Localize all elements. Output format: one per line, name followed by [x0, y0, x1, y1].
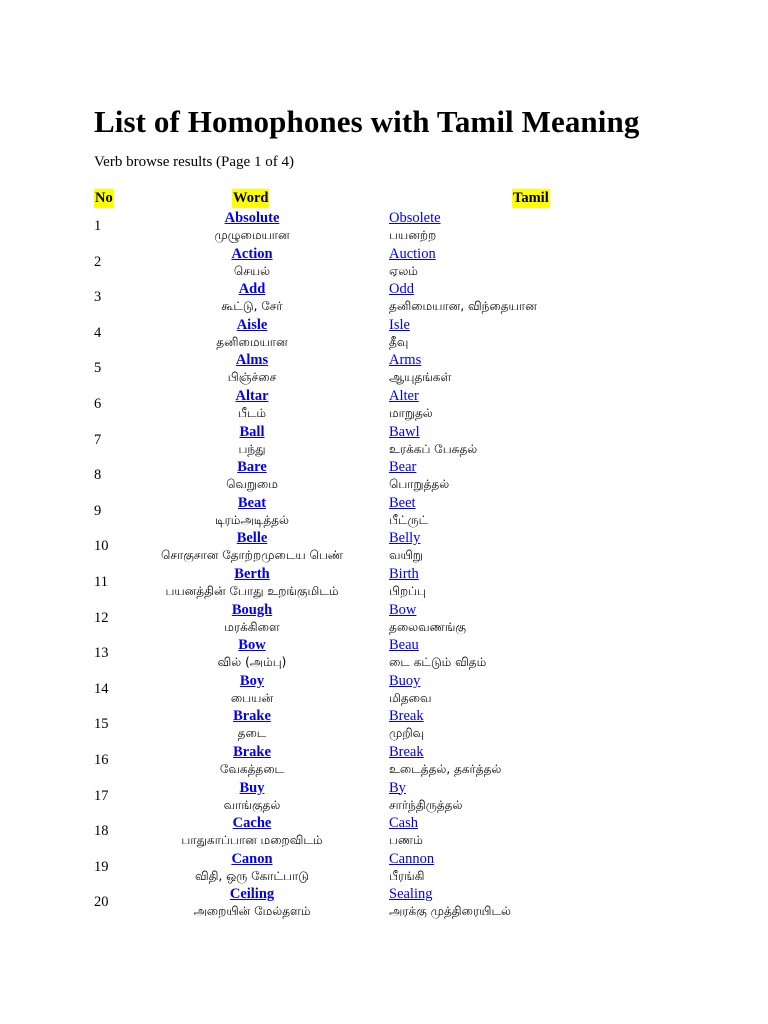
table-row [0, 779, 768, 815]
word-tamil-meaning: முழுமையான [214, 228, 290, 242]
word-link[interactable]: Absolute [224, 210, 280, 226]
homophone-link[interactable]: Break [389, 743, 424, 760]
homophone-cell [389, 707, 689, 742]
homophone-tamil-meaning: ஏலம் [389, 263, 418, 278]
homophone-cell [389, 458, 689, 493]
table-row [0, 245, 768, 281]
word-link[interactable]: Boy [239, 672, 265, 689]
homophone-cell [389, 565, 689, 600]
homophone-link[interactable]: Cannon [389, 850, 435, 867]
row-number: 18 [94, 823, 109, 840]
row-number: 8 [94, 467, 102, 484]
row-number: 3 [94, 289, 102, 306]
word-tamil-meaning: டிரம்அடித்தல் [215, 512, 289, 527]
homophone-link[interactable]: By [389, 779, 406, 796]
word-tamil-meaning: அறையின் மேல்தளம் [193, 904, 311, 919]
word-cell [140, 779, 364, 814]
word-tamil-meaning: செயல் [233, 263, 271, 278]
homophone-link[interactable]: Obsolete [389, 210, 441, 226]
homophone-tamil-meaning: டை கட்டும் விதம் [389, 655, 487, 670]
homophone-cell [389, 387, 689, 422]
browse-results-subtitle: Verb browse results (Page 1 of 4) [94, 154, 294, 170]
word-link[interactable]: Ball [239, 423, 265, 440]
homophone-tamil-meaning: வயிறு [389, 548, 423, 563]
word-cell [140, 850, 364, 885]
row-number: 19 [94, 858, 109, 875]
table-row [0, 529, 768, 565]
word-cell [140, 565, 364, 600]
word-cell [140, 814, 364, 849]
word-cell [140, 458, 364, 493]
word-tamil-meaning: பையன் [230, 690, 274, 705]
word-cell [140, 707, 364, 742]
word-cell [140, 885, 364, 920]
word-link[interactable]: Add [238, 281, 266, 298]
table-row [0, 565, 768, 601]
homophone-tamil-meaning: தீவு [389, 334, 409, 349]
word-cell [140, 280, 364, 315]
table-row [0, 601, 768, 637]
word-link[interactable]: Bough [231, 601, 273, 618]
word-cell [140, 387, 364, 422]
word-link[interactable]: Altar [235, 387, 269, 404]
row-number: 4 [94, 324, 102, 341]
homophone-cell [389, 885, 689, 920]
word-cell [140, 423, 364, 458]
word-cell [140, 601, 364, 636]
homophone-link[interactable]: Break [389, 708, 424, 725]
table-row [0, 707, 768, 743]
homophone-tamil-meaning: பீட்ருட் [389, 512, 429, 527]
word-link[interactable]: Beat [237, 494, 267, 511]
row-number: 12 [94, 609, 109, 626]
row-number: 7 [94, 431, 102, 448]
word-tamil-meaning: வாங்குதல் [223, 797, 281, 812]
homophone-tamil-meaning: மாறுதல் [389, 405, 433, 420]
word-link[interactable]: Belle [236, 530, 268, 547]
homophone-cell [389, 494, 689, 529]
homophone-link[interactable]: Beet [389, 494, 416, 511]
homophone-link[interactable]: Belly [389, 530, 421, 547]
table-row [0, 351, 768, 387]
homophone-link[interactable]: Bear [389, 459, 417, 476]
word-tamil-meaning: பிஞ்ச்சை [227, 370, 277, 385]
table-row [0, 494, 768, 530]
word-tamil-meaning: வில் (அம்பு) [217, 655, 287, 670]
row-number: 15 [94, 716, 109, 733]
page-title: List of Homophones with Tamil Meaning [94, 104, 640, 139]
word-tamil-meaning: விதி, ஒரு கோட்பாடு [194, 868, 310, 883]
homophone-cell [389, 743, 689, 778]
row-number: 20 [94, 894, 109, 911]
row-number: 11 [94, 573, 108, 590]
homophone-link[interactable]: Beau [389, 637, 419, 654]
homophone-cell [389, 636, 689, 671]
homophone-tamil-meaning: முறிவு [389, 726, 425, 741]
homophone-link[interactable]: Arms [389, 352, 422, 369]
row-number: 1 [94, 218, 102, 234]
word-cell [140, 672, 364, 707]
column-header-no: No [95, 190, 113, 206]
row-number: 13 [94, 645, 109, 662]
row-number: 2 [94, 253, 102, 270]
word-tamil-meaning: வெறுமை [226, 477, 278, 492]
homophone-cell [389, 601, 689, 636]
word-link[interactable]: Berth [234, 565, 270, 582]
word-link[interactable]: Action [231, 245, 273, 262]
word-tamil-meaning: தடை [237, 726, 267, 741]
word-cell [140, 351, 364, 386]
row-number: 17 [94, 787, 109, 804]
word-tamil-meaning: சொகுசான தோற்றமுடைய பெண் [160, 548, 344, 563]
word-link[interactable]: Aisle [236, 316, 268, 333]
homophone-cell [389, 351, 689, 386]
column-header-tamil: Tamil [513, 190, 549, 206]
word-link[interactable]: Buy [239, 779, 265, 796]
word-cell [140, 494, 364, 529]
homophone-cell [389, 423, 689, 458]
homophone-link[interactable]: Buoy [389, 672, 421, 689]
homophone-tamil-meaning: சார்ந்திருத்தல் [389, 797, 463, 812]
word-link[interactable]: Alms [235, 352, 269, 369]
table-row [0, 814, 768, 850]
word-cell [140, 743, 364, 778]
table-row [0, 209, 768, 245]
word-link[interactable]: Brake [233, 708, 271, 725]
homophone-tamil-meaning: ஆயுதங்கள் [389, 370, 452, 385]
table-row [0, 458, 768, 494]
homophone-link[interactable]: Sealing [389, 886, 433, 903]
word-link[interactable]: Ceiling [229, 886, 275, 903]
word-cell [140, 529, 364, 564]
homophone-cell [389, 529, 689, 564]
word-tamil-meaning: வேகத்தடை [219, 761, 285, 776]
homophone-tamil-meaning: அரக்கு முத்திரையிடல் [389, 904, 511, 919]
row-number: 6 [94, 395, 102, 412]
homophone-cell [389, 245, 689, 280]
row-number: 9 [94, 502, 102, 519]
homophone-tamil-meaning: பீரங்கி [389, 868, 425, 883]
word-tamil-meaning: பந்து [238, 441, 266, 456]
word-link[interactable]: Cache [232, 815, 272, 832]
row-number: 16 [94, 751, 109, 768]
homophone-tamil-meaning: பயனற்ற [389, 228, 437, 242]
homophone-link[interactable]: Bawl [389, 423, 420, 440]
word-tamil-meaning: பாதுகாப்பான மறைவிடம் [181, 833, 323, 848]
homophone-cell [389, 316, 689, 351]
row-number: 14 [94, 680, 109, 697]
homophone-link[interactable]: Isle [389, 316, 410, 333]
homophone-cell [389, 850, 689, 885]
word-link[interactable]: Brake [233, 743, 271, 760]
homophone-tamil-meaning: பிறப்பு [389, 583, 426, 598]
homophone-cell [389, 672, 689, 707]
homophone-link[interactable]: Cash [389, 815, 418, 832]
table-row [0, 423, 768, 459]
word-tamil-meaning: தனிமையான [216, 334, 288, 349]
word-cell [140, 316, 364, 351]
word-tamil-meaning: பீடம் [237, 405, 267, 420]
homophone-link[interactable]: Auction [389, 245, 436, 262]
column-header-word: Word [233, 190, 269, 206]
homophone-link[interactable]: Alter [389, 387, 419, 404]
word-link[interactable]: Bare [237, 459, 267, 476]
homophone-table [0, 209, 768, 921]
homophone-link[interactable]: Birth [389, 565, 419, 582]
table-row [0, 636, 768, 672]
row-number: 5 [94, 360, 102, 377]
word-tamil-meaning: மரக்கிளை [224, 619, 280, 634]
homophone-cell [389, 209, 689, 244]
homophone-tamil-meaning: தனிமையான, விந்தையான [389, 299, 537, 314]
word-cell [140, 209, 364, 244]
homophone-cell [389, 814, 689, 849]
word-cell [140, 245, 364, 280]
homophone-link[interactable]: Bow [389, 601, 417, 618]
table-row [0, 280, 768, 316]
table-row [0, 672, 768, 708]
table-row [0, 316, 768, 352]
homophone-cell [389, 779, 689, 814]
homophone-tamil-meaning: பொறுத்தல் [389, 477, 450, 492]
word-tamil-meaning: கூட்டு, சேர் [221, 299, 283, 314]
word-cell [140, 636, 364, 671]
homophone-tamil-meaning: உடைத்தல், தகர்த்தல் [389, 761, 502, 776]
homophone-link[interactable]: Odd [389, 281, 414, 298]
table-row [0, 850, 768, 886]
row-number: 10 [94, 538, 109, 555]
homophone-tamil-meaning: தலைவணங்கு [389, 619, 466, 634]
homophone-tamil-meaning: உரக்கப் பேசுதல் [389, 441, 478, 456]
word-link[interactable]: Bow [238, 637, 266, 654]
word-link[interactable]: Canon [231, 850, 273, 867]
homophone-tamil-meaning: பணம் [389, 833, 423, 848]
table-row [0, 387, 768, 423]
homophone-cell [389, 280, 689, 315]
word-tamil-meaning: பயனத்தின் போது உறங்குமிடம் [165, 583, 339, 598]
table-row [0, 743, 768, 779]
table-row [0, 885, 768, 921]
homophone-tamil-meaning: மிதவை [389, 690, 432, 705]
